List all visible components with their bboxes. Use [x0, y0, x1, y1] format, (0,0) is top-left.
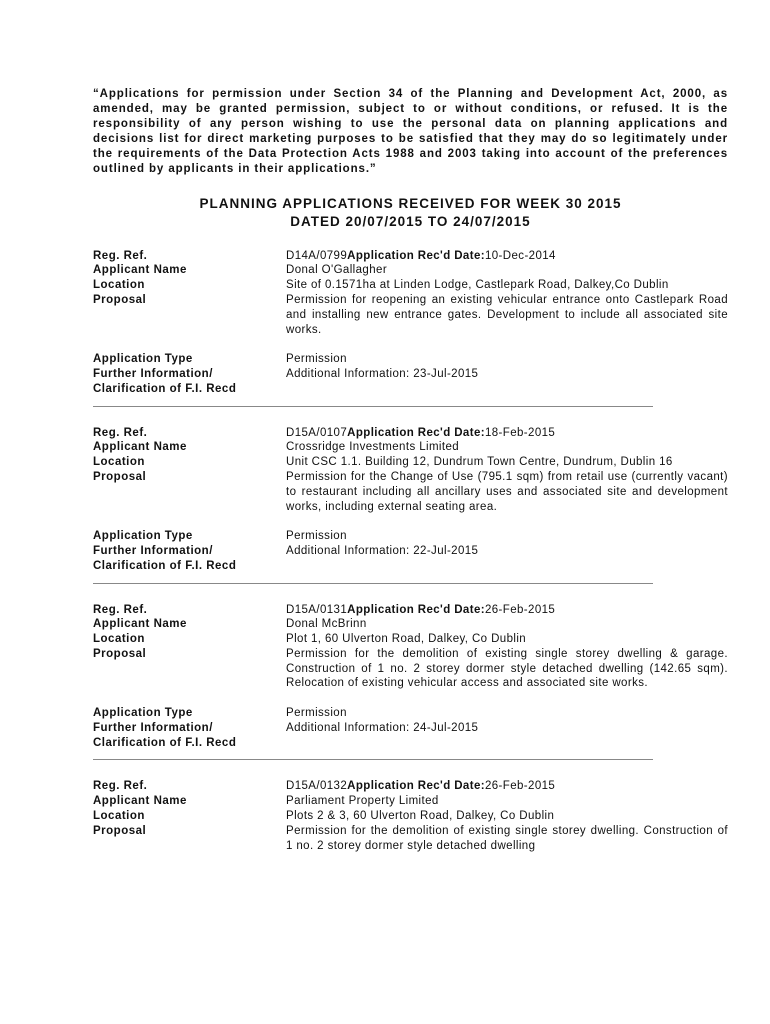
application-type-label: Application Type	[93, 353, 193, 366]
reg-ref-label: Reg. Ref.	[93, 426, 148, 439]
reg-ref-label: Reg. Ref.	[93, 780, 148, 793]
application-record	[93, 249, 728, 407]
applicant-name-value: Crossridge Investments Limited	[286, 441, 460, 454]
applicant-name-label: Applicant Name	[93, 795, 187, 808]
location-value: Site of 0.1571ha at Linden Lodge, Castlepark Road, Dalkey,Co Dublin	[286, 279, 669, 292]
disclaimer-paragraph: “Applications for permission under Section 34 of the Planning and Development Act, 2000, as amended, may be granted permission, subject to or without conditions, or refused. It is the responsibility of any person wishing to use the personal data on planning applications and decisions list for direct marketing purposes to be satisfied that they may do so legitimately under the requirements of the Data Protection Acts 1988 and 2003 taking into account of the preferences outlined by applicants in their applications.”	[93, 88, 728, 176]
reg-ref-value: D14A/0799Application Rec'd Date:10-Dec-2014	[286, 249, 556, 262]
location-value: Plot 1, 60 Ulverton Road, Dalkey, Co Dublin	[286, 633, 527, 646]
proposal-value: Permission for the Change of Use (795.1 sqm) from retail use (currently vacant) to restaurant including all ancillary uses and associated site and development works, including external seating area.	[286, 470, 728, 513]
application-type-value: Permission	[286, 707, 347, 720]
location-label: Location	[93, 456, 145, 469]
proposal-label: Proposal	[93, 647, 147, 660]
further-info-label: Further Information/	[93, 721, 213, 734]
location-value: Unit CSC 1.1. Building 12, Dundrum Town Centre, Dundrum, Dublin 16	[286, 456, 673, 469]
proposal-value: Permission for the demolition of existing single storey dwelling & garage. Construction of 1 no. 2 storey dormer style detached dwelling (142.65 sqm). Relocation of existing vehicular access and associated site works.	[286, 647, 728, 690]
application-type-label: Application Type	[93, 530, 193, 543]
application-type-value: Permission	[286, 530, 347, 543]
proposal-value: Permission for reopening an existing vehicular entrance onto Castlepark Road and installing new entrance gates. Development to include all associated site works.	[286, 293, 728, 336]
further-info-value: Additional Information: 24-Jul-2015	[286, 721, 479, 734]
clarification-label: Clarification of F.I. Recd	[93, 382, 237, 395]
application-type-value: Permission	[286, 353, 347, 366]
clarification-label: Clarification of F.I. Recd	[93, 559, 237, 572]
reg-ref-value: D15A/0132Application Rec'd Date:26-Feb-2015	[286, 780, 556, 793]
location-value: Plots 2 & 3, 60 Ulverton Road, Dalkey, Co Dublin	[286, 810, 555, 823]
record-divider	[93, 406, 653, 407]
applicant-name-label: Applicant Name	[93, 618, 187, 631]
application-type-label: Application Type	[93, 707, 193, 720]
application-record	[93, 426, 728, 584]
applicant-name-value: Donal O'Gallagher	[286, 264, 388, 277]
proposal-label: Proposal	[93, 293, 147, 306]
record-divider	[93, 759, 653, 760]
clarification-label: Clarification of F.I. Recd	[93, 736, 237, 749]
further-info-label: Further Information/	[93, 367, 213, 380]
heading-line-2: DATED 20/07/2015 TO 24/07/2015	[290, 213, 531, 229]
applicant-name-value: Donal McBrinn	[286, 618, 367, 631]
reg-ref-value: D15A/0131Application Rec'd Date:26-Feb-2015	[286, 603, 556, 616]
heading-line-1: PLANNING APPLICATIONS RECEIVED FOR WEEK 30 2015	[199, 195, 622, 211]
proposal-label: Proposal	[93, 824, 147, 837]
reg-ref-value: D15A/0107Application Rec'd Date:18-Feb-2015	[286, 426, 556, 439]
applicant-name-value: Parliament Property Limited	[286, 795, 439, 808]
proposal-value: Permission for the demolition of existing single storey dwelling. Construction of 1 no. 2 storey dormer style detached dwelling	[286, 824, 728, 852]
applicant-name-label: Applicant Name	[93, 264, 187, 277]
applicant-name-label: Applicant Name	[93, 441, 187, 454]
location-label: Location	[93, 810, 145, 823]
further-info-value: Additional Information: 22-Jul-2015	[286, 544, 479, 557]
location-label: Location	[93, 279, 145, 292]
application-record	[93, 603, 728, 761]
location-label: Location	[93, 633, 145, 646]
reg-ref-label: Reg. Ref.	[93, 603, 148, 616]
page-heading	[93, 195, 728, 231]
further-info-value: Additional Information: 23-Jul-2015	[286, 367, 479, 380]
application-record	[93, 779, 728, 853]
proposal-label: Proposal	[93, 470, 147, 483]
further-info-label: Further Information/	[93, 544, 213, 557]
document-page	[93, 87, 728, 853]
record-divider	[93, 583, 653, 584]
reg-ref-label: Reg. Ref.	[93, 249, 148, 262]
